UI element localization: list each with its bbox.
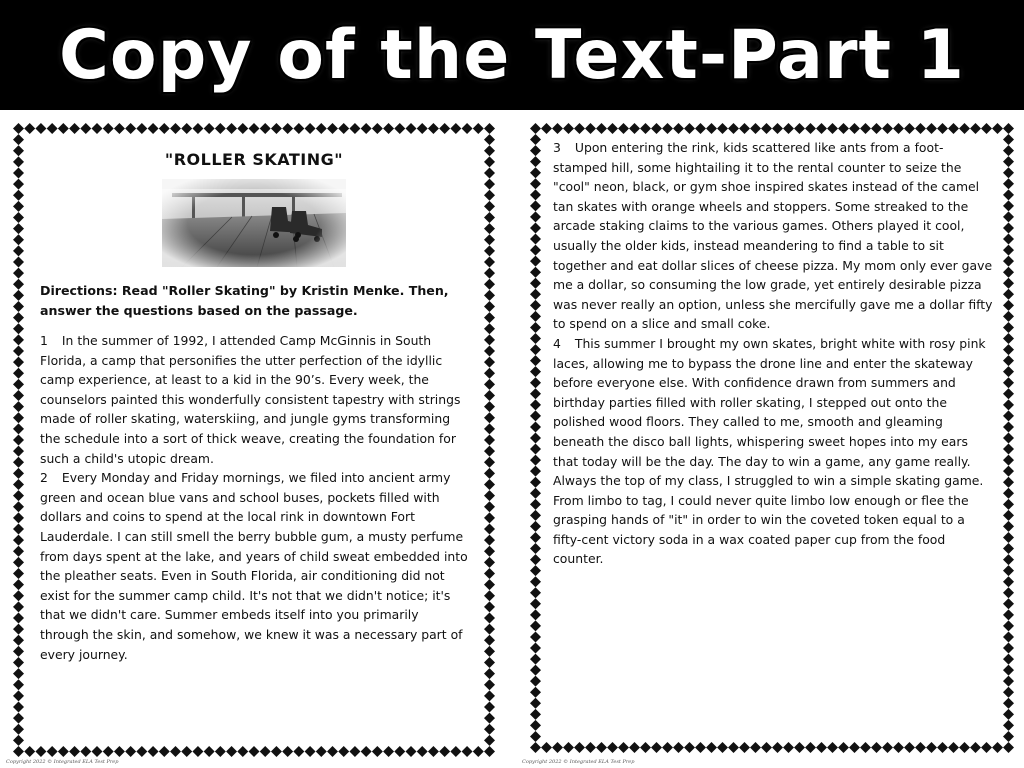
right-text-panel — [529, 122, 1015, 754]
paragraph-4 — [553, 334, 995, 569]
left-text-panel — [12, 122, 496, 758]
page-title: Copy of the Text-Part 1 — [59, 15, 965, 95]
paragraph-3 — [553, 138, 995, 334]
paragraph-number: 1 — [40, 333, 48, 348]
paragraph-text: In the summer of 1992, I attended Camp McGinnis in South Florida, a camp that personifies the utter perfection of the idyllic camp experience, at least to a kid in the 90’s. Every week, the counselors painted this wonderfully consistent tapestry with strings made of roller skating, waterskiing, and jungle gyms transforming the schedule into a sort of thick weave, creating the foundation for such a child's utopic dream. — [40, 333, 461, 466]
paragraph-number: 3 — [553, 140, 561, 155]
paragraph-text: Upon entering the rink, kids scattered like ants from a foot-stamped hill, some hightailing it to the rental counter to seize the "cool" neon, black, or gym shoe inspired skates instead of the camel tan skates with orange wheels and stoppers. Some streaked to the arcade staking claims to the various games. Others played it cool, usually the older kids, instead meandering to find a table to sit together and eat dollar slices of cheese pizza. My mom only ever gave me a dollar, so consuming the low grade, yet entirely desirable pizza was never really an option, unless she mercifully gave me a dollar fifty to spend on a slice and small coke. — [553, 140, 993, 332]
title-banner — [0, 0, 1024, 110]
copyright-footer-right: Copyright 2022 © Integrated ELA Test Prep — [522, 759, 635, 765]
directions-text: Directions: Read "Roller Skating" by Kristin Menke. Then, answer the questions based on the passage. — [40, 283, 449, 318]
paragraph-2 — [40, 468, 470, 664]
roller-skates-photo — [162, 179, 346, 267]
paragraph-text: This summer I brought my own skates, bright white with rosy pink laces, allowing me to bypass the drone line and enter the skateway before everyone else. With confidence drawn from summers and birthday parties filled with roller skating, I stepped out onto the polished wood floors. They called to me, smooth and gleaming beneath the disco ball lights, whispering sweet hopes into my ears that today will be the day. The day to win a game, any game really. Always the top of my class, I struggled to win a simple skating game. From limbo to tag, I could never quite limbo low enough or flee the grasping hands of "it" in order to win the coveted token equal to a fifty-cent victory soda in a wax coated paper cup from the food counter. — [553, 335, 986, 567]
story-title: "ROLLER SKATING" — [164, 150, 344, 169]
paragraph-text: Every Monday and Friday mornings, we filed into ancient army green and ocean blue vans and school buses, pockets filled with dollars and coins to spend at the local rink in downtown Fort Lauderdale. I can still smell the berry bubble gum, a musty perfume from days spent at the lake, and years of child sweat embedded into the pleather seats. Even in South Florida, air conditioning did not exist for the summer camp child. It's not that we didn't notice; it's that we didn't care. Summer embeds itself into you primarily through the skin, and somehow, we knew it was a necessary part of every journey. — [40, 470, 468, 662]
paragraph-1 — [40, 331, 470, 468]
copyright-footer-left: Copyright 2022 © Integrated ELA Test Prep — [6, 759, 119, 765]
paragraph-number: 4 — [553, 335, 561, 351]
paragraph-number: 2 — [40, 470, 48, 486]
